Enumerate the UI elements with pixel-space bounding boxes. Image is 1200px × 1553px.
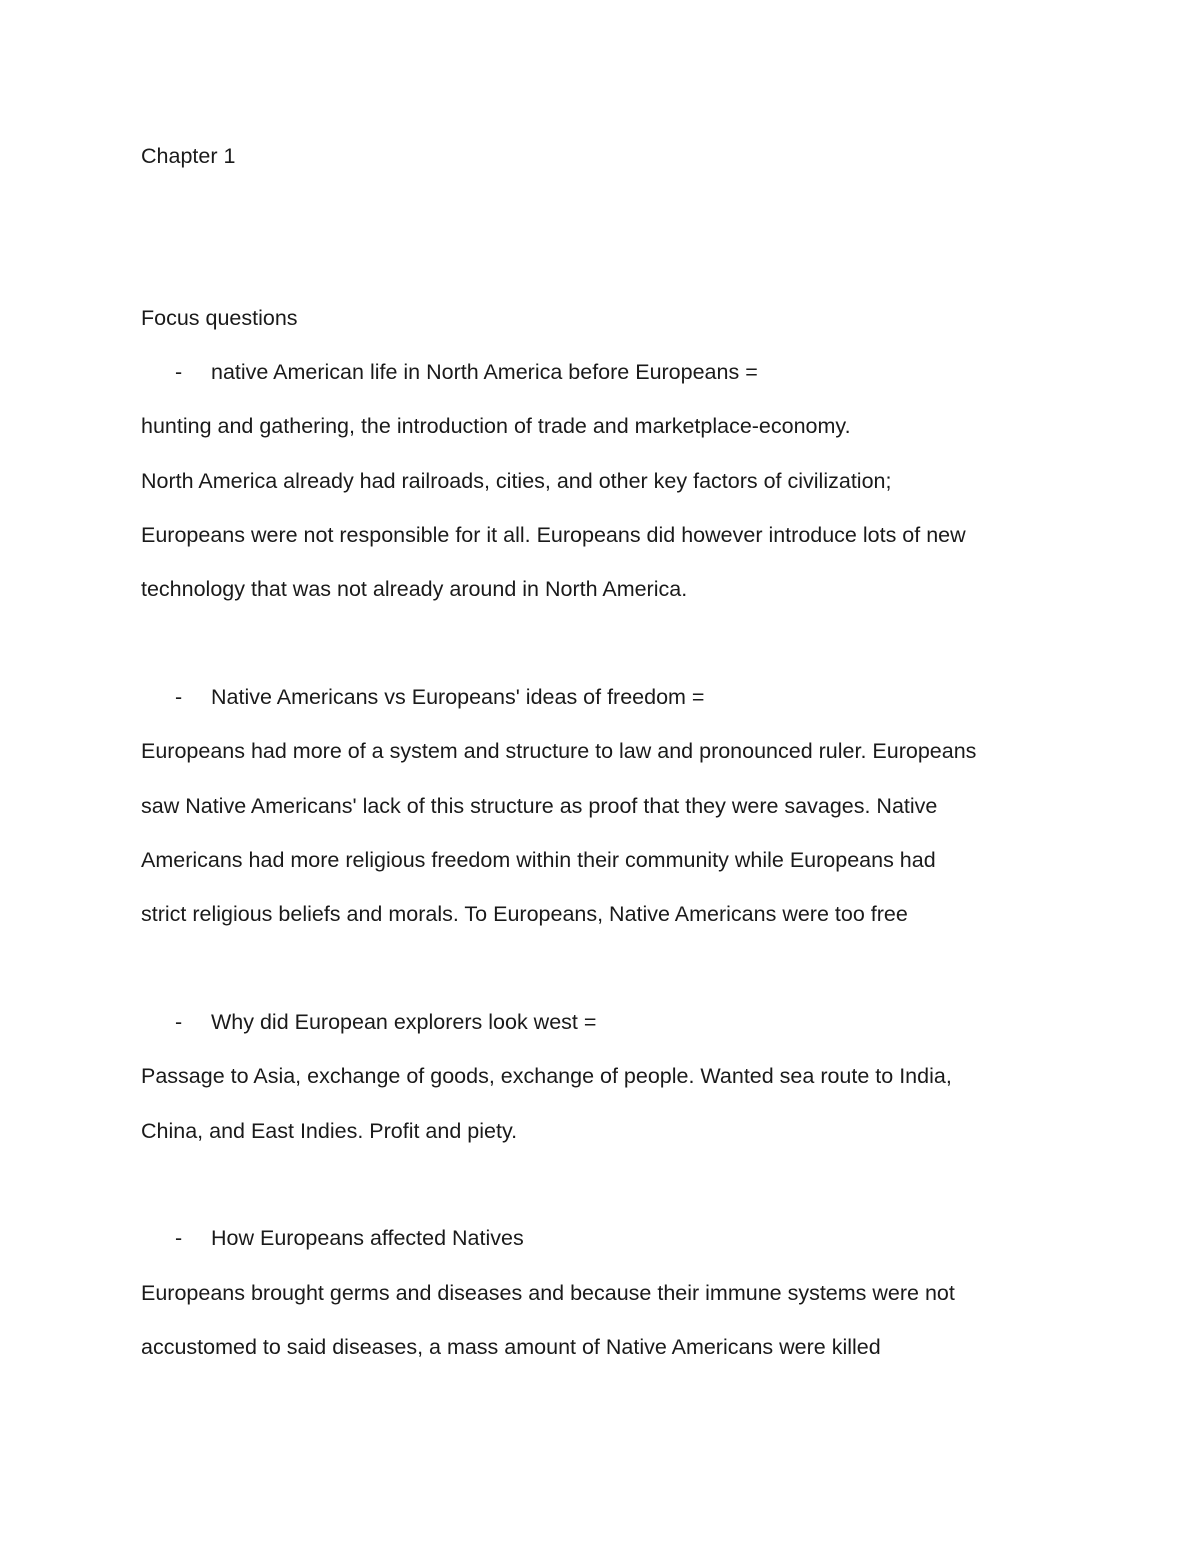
- bullet-dash: -: [175, 1010, 183, 1034]
- question-text: Why did European explorers look west =: [211, 1010, 597, 1034]
- answer-line: Europeans brought germs and diseases and because their immune systems were not: [141, 1281, 955, 1305]
- answer-line: Passage to Asia, exchange of goods, exchange of people. Wanted sea route to India,: [141, 1064, 952, 1088]
- answer-line: China, and East Indies. Profit and piety.: [141, 1119, 518, 1143]
- answer-line: Americans had more religious freedom within their community while Europeans had: [141, 848, 936, 872]
- section-title: Focus questions: [141, 306, 298, 330]
- question-text: How Europeans affected Natives: [211, 1226, 524, 1250]
- answer-line: strict religious beliefs and morals. To Europeans, Native Americans were too free: [141, 902, 908, 926]
- answer-line: technology that was not already around in North America.: [141, 577, 688, 601]
- bullet-dash: -: [175, 1226, 183, 1250]
- answer-line: saw Native Americans' lack of this structure as proof that they were savages. Native: [141, 794, 938, 818]
- bullet-dash: -: [175, 360, 183, 384]
- answer-line: Europeans had more of a system and structure to law and pronounced ruler. Europeans: [141, 739, 977, 763]
- bullet-dash: -: [175, 685, 183, 709]
- question-text: Native Americans vs Europeans' ideas of freedom =: [211, 685, 705, 709]
- answer-line: accustomed to said diseases, a mass amount of Native Americans were killed: [141, 1335, 881, 1359]
- chapter-title: Chapter 1: [141, 144, 236, 168]
- answer-line: Europeans were not responsible for it all. Europeans did however introduce lots of new: [141, 523, 966, 547]
- answer-line: North America already had railroads, cities, and other key factors of civilization;: [141, 469, 892, 493]
- question-text: native American life in North America before Europeans =: [211, 360, 758, 384]
- answer-line: hunting and gathering, the introduction of trade and marketplace-economy.: [141, 414, 851, 438]
